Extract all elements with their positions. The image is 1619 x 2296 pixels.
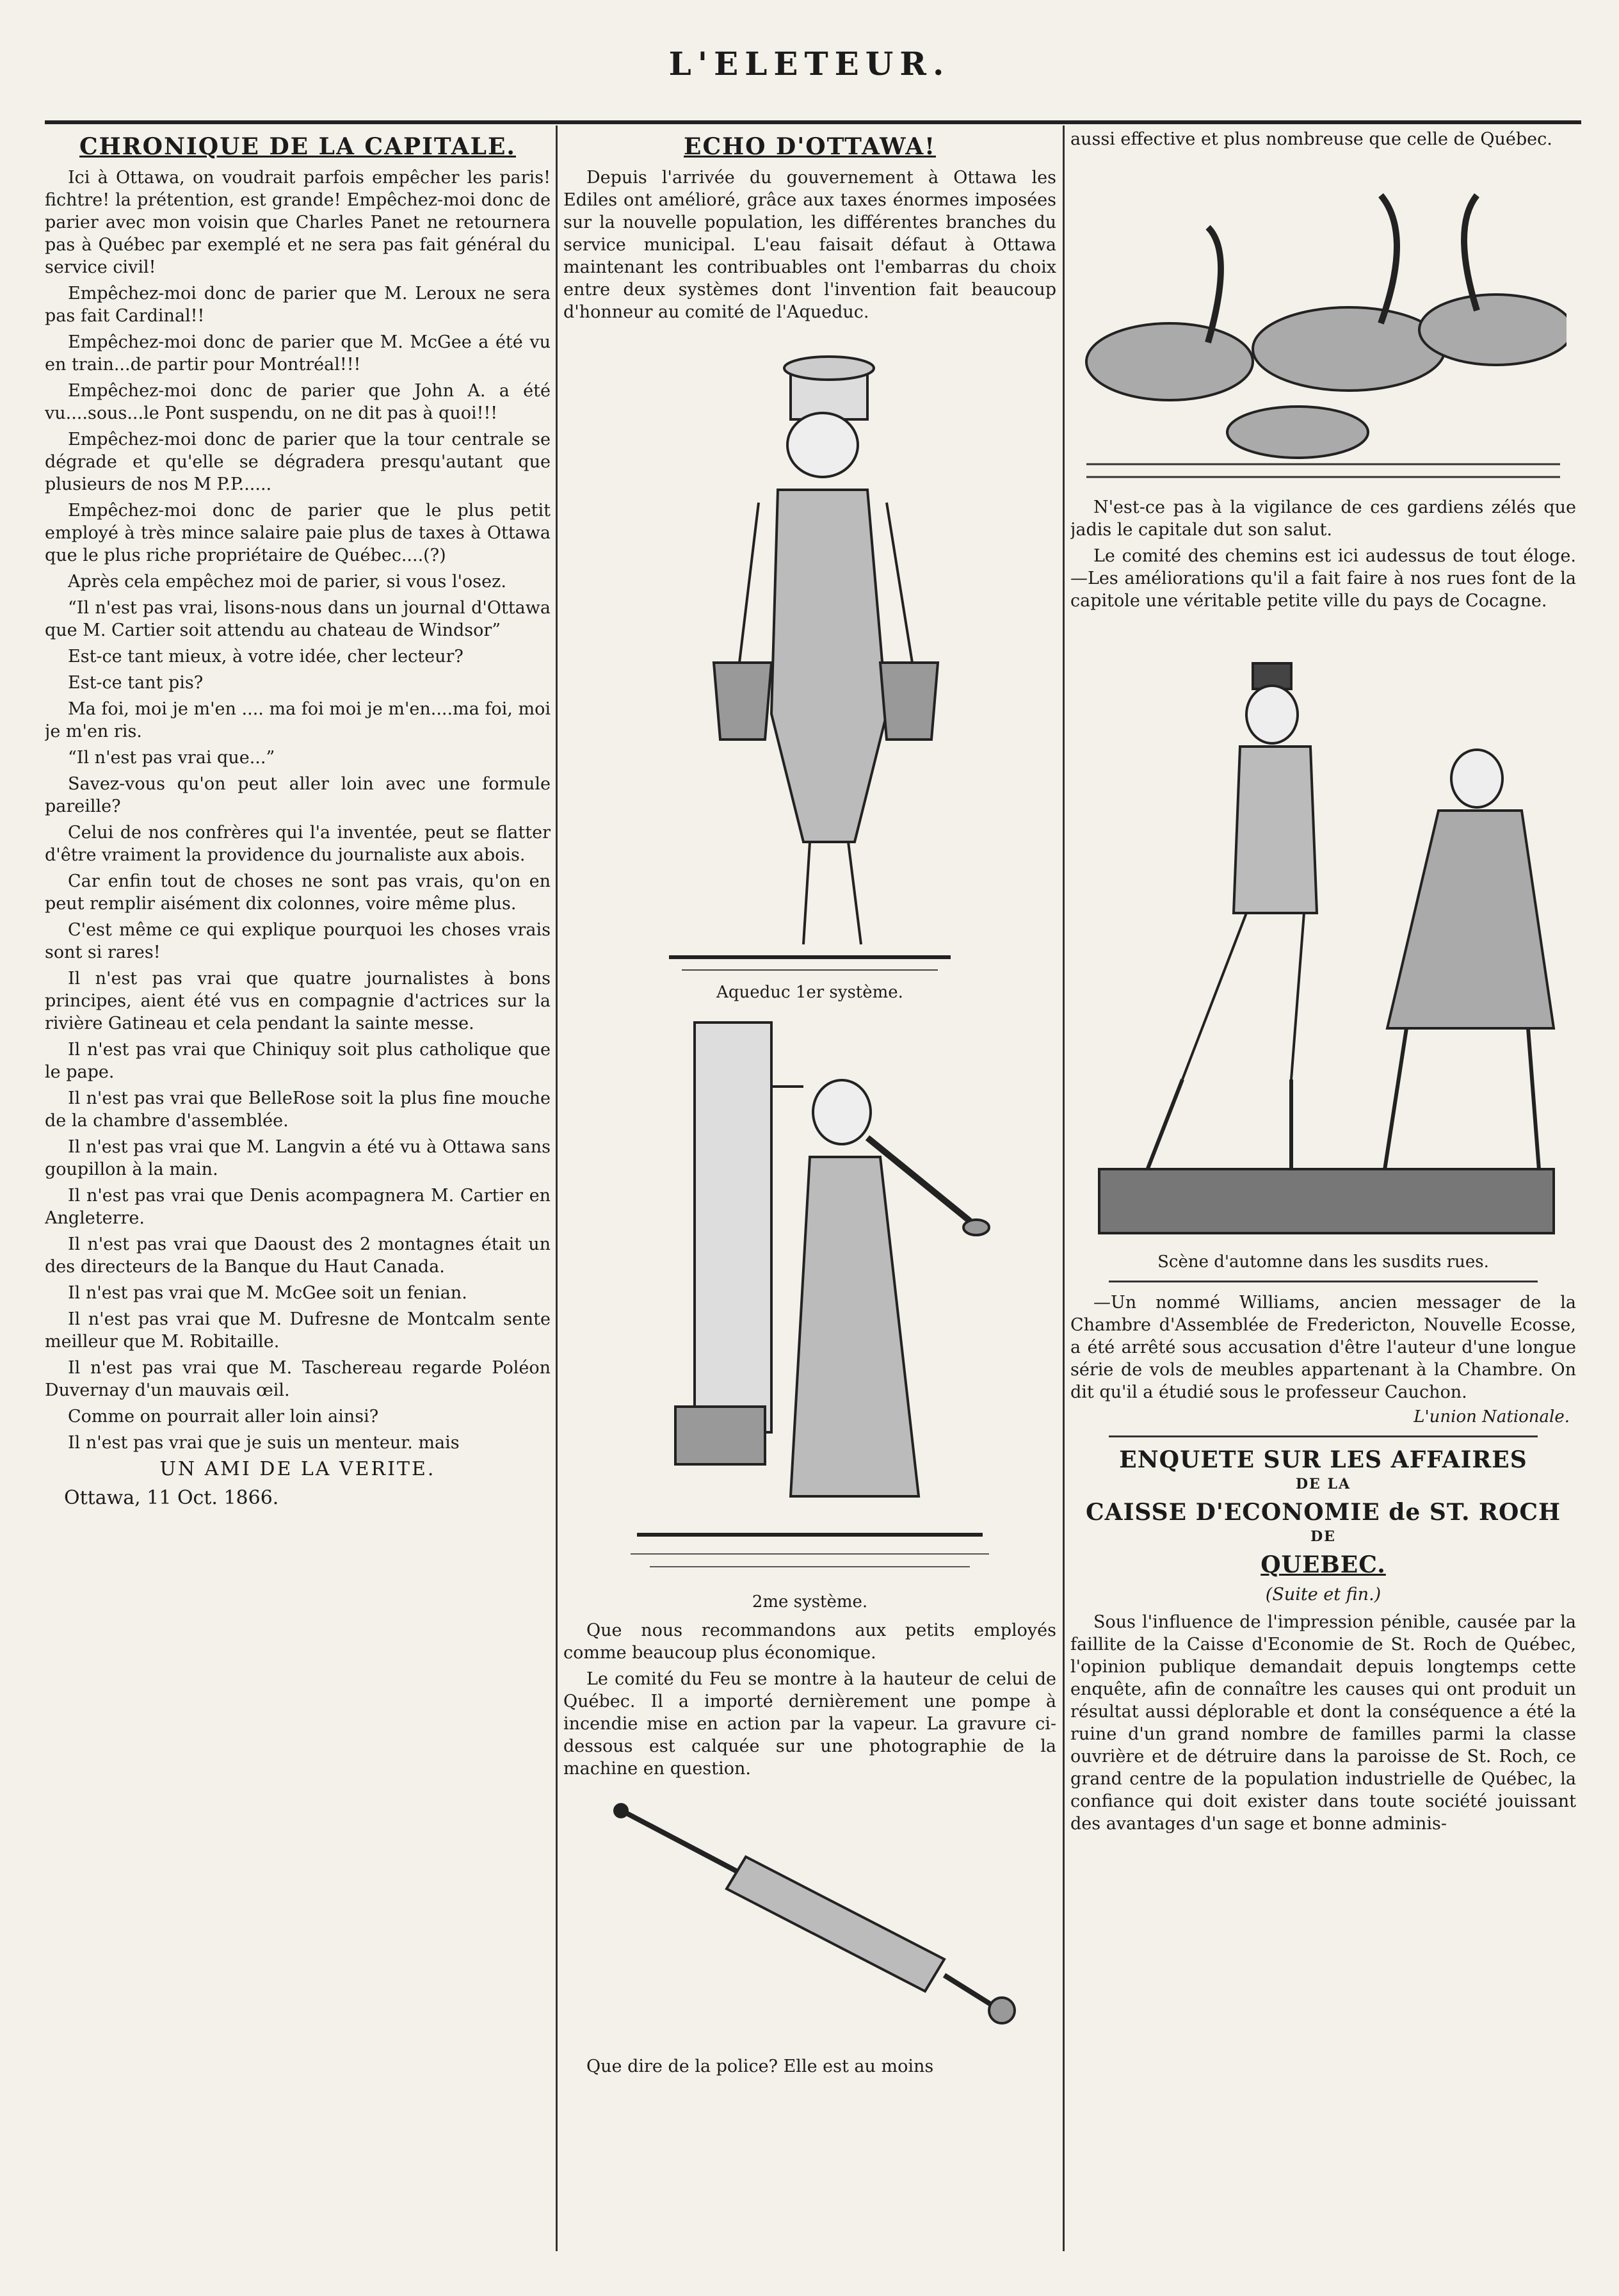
suite-note: (Suite et fin.) bbox=[1265, 1585, 1381, 1605]
right-para-enquete: Sous l'influence de l'impression pénible, causée par la faillite de la Caisse d'Economie de St. Roch de Québec, l'opinion publique demandait depuis longtemps cette enquête, afin de connaître les causes qui ont produit un résultat aussi déplorable et dont la conséquence a été la ruine d'un grand nombre de familles parmi la classe ouvrière et de détruire dans la paroisse de St. Roch, ce grand centre de la population industrielle de Québec, la confiance qui doit exister dans toute société jouissant des avantages d'un sage et bonne adminis- bbox=[1070, 1612, 1576, 1834]
chronique-paragraph: Empêchez-moi donc de parier que John A. a été vu....sous...le Pont suspendu, on ne dit pas à quoi!!! bbox=[45, 381, 551, 423]
caisse-heading-de: DE bbox=[1310, 1528, 1336, 1545]
chronique-paragraph: Il n'est pas vrai que BelleRose soit la plus fine mouche de la chambre d'assemblée. bbox=[45, 1088, 551, 1131]
right-para-williams: —Un nommé Williams, ancien messager de la Chambre d'Assemblée de Fredericton, Nouvelle Ecosse, a été arrêté sous accusation d'être l'auteur d'une longue série de vols de meubles appartenant à la Chambre. On dit qu'il a étudié sous le professeur Cauchon. bbox=[1070, 1293, 1576, 1402]
column-divider bbox=[1063, 125, 1065, 2251]
chronique-paragraph: Empêchez-moi donc de parier que M. McGee a été vu en train...de partir pour Montréal!!! bbox=[45, 332, 551, 375]
chronique-paragraph: Ma foi, moi je m'en .... ma foi moi je m'en....ma foi, moi je m'en ris. bbox=[45, 699, 551, 741]
chronique-paragraph: Celui de nos confrères qui l'a inventée, peut se flatter d'être vraiment la providence du journaliste aux abois. bbox=[45, 823, 551, 865]
column-right bbox=[1070, 128, 1576, 2277]
chronique-paragraph: Il n'est pas vrai que M. Dufresne de Montcalm sente meilleur que M. Robitaille. bbox=[45, 1309, 551, 1352]
masthead-title: L'ELETEUR. bbox=[668, 45, 951, 83]
caption-aqueduc-1: Aqueduc 1er système. bbox=[716, 983, 903, 1002]
chronique-paragraph: Car enfin tout de choses ne sont pas vrais, qu'on en peut remplir aisément dix colonnes, voire même plus. bbox=[45, 871, 551, 914]
masthead-rule bbox=[45, 120, 1581, 124]
chronique-body bbox=[45, 166, 551, 1454]
chronique-heading: CHRONIQUE DE LA CAPITALE. bbox=[79, 133, 516, 160]
chronique-dateline: Ottawa, 11 Oct. 1866. bbox=[64, 1487, 279, 1509]
caisse-heading: CAISSE D'ECONOMIE de ST. ROCH bbox=[1086, 1499, 1561, 1526]
echo-heading: ECHO D'OTTAWA! bbox=[684, 133, 936, 160]
chronique-paragraph: Il n'est pas vrai que je suis un menteur. mais bbox=[68, 1433, 460, 1453]
echo-para-feu: Le comité du Feu se montre à la hauteur de celui de Québec. Il a importé dernièrement une pompe à incendie mise en action par la vapeur. La gravure ci-dessous est calquée sur une photographie de la machine en question. bbox=[563, 1669, 1056, 1779]
masthead bbox=[0, 45, 1619, 90]
right-para-chemins: Le comité des chemins est ici audessus de tout éloge.—Les améliorations qu'il a fait faire à nos rues font de la capitole une véritable petite ville du pays de Cocagne. bbox=[1070, 546, 1576, 611]
chronique-paragraph: Il n'est pas vrai que M. McGee soit un fenian. bbox=[68, 1283, 467, 1303]
enquete-heading-de-la: DE LA bbox=[1295, 1476, 1351, 1492]
caption-scene-automne: Scène d'automne dans les susdits rues. bbox=[1157, 1252, 1489, 1272]
chronique-paragraph: Il n'est pas vrai que M. Taschereau regarde Poléon Duvernay d'un mauvais œil. bbox=[45, 1358, 551, 1400]
syringe-illustration bbox=[586, 1786, 1034, 2030]
chronique-paragraph: Comme on pourrait aller loin ainsi? bbox=[68, 1407, 379, 1427]
right-para-gardiens: N'est-ce pas à la vigilance de ces gardiens zélés que jadis le capitale dut son salut. bbox=[1070, 497, 1576, 540]
echo-para-employes: Que nous recommandons aux petits employés comme beaucoup plus économique. bbox=[563, 1621, 1056, 1663]
chronique-paragraph: “Il n'est pas vrai que...” bbox=[68, 748, 275, 768]
column-chronique bbox=[45, 128, 551, 2277]
chronique-paragraph: Il n'est pas vrai que Daoust des 2 montagnes était un des directeurs de la Banque du Haut Canada. bbox=[45, 1234, 551, 1277]
chronique-paragraph: Est-ce tant mieux, à votre idée, cher lecteur? bbox=[68, 647, 463, 667]
section-divider bbox=[1109, 1435, 1538, 1437]
right-top-text: aussi effective et plus nombreuse que celle de Québec. bbox=[1070, 129, 1552, 149]
echo-closing: Que dire de la police? Elle est au moins bbox=[586, 2057, 934, 2076]
chronique-paragraph: Ici à Ottawa, on voudrait parfois empêcher les paris! fichtre! la prétention, est grande! Empêchez-moi donc de parier avec mon voisin que Charles Panet ne retournera pas à Québec par exemplé et ne sera pas fait général du service civil! bbox=[45, 168, 551, 277]
geese-illustration bbox=[1080, 157, 1567, 490]
column-divider bbox=[556, 125, 558, 2251]
echo-intro: Depuis l'arrivée du gouvernement à Ottawa les Ediles ont amélioré, grâce aux taxes énormes imposées sur la nouvelle population, les différentes branches du service municipal. L'eau faisait défaut à Ottawa maintenant les contribuables ont l'embarras du choix entre deux systèmes dont l'invention fait beaucoup d'honneur au comité de l'Aqueduc. bbox=[563, 168, 1056, 322]
chronique-paragraph: Il n'est pas vrai que Chiniquy soit plus catholique que le pape. bbox=[45, 1040, 551, 1082]
pump-illustration bbox=[611, 1010, 1008, 1586]
water-carrier-illustration bbox=[643, 330, 976, 976]
chronique-paragraph: Est-ce tant pis? bbox=[68, 673, 204, 693]
chronique-signature: UN AMI DE LA VERITE. bbox=[159, 1458, 436, 1480]
chronique-paragraph: Il n'est pas vrai que quatre journalistes à bons principes, aient été vus en compagnie d'actrices sur la rivière Gatineau et cela pendant la sainte messe. bbox=[45, 969, 551, 1033]
chronique-paragraph: Après cela empêchez moi de parier, si vous l'osez. bbox=[68, 572, 506, 592]
chronique-paragraph: “Il n'est pas vrai, lisons-nous dans un journal d'Ottawa que M. Cartier soit attendu au chateau de Windsor” bbox=[45, 598, 551, 640]
chronique-paragraph: Empêchez-moi donc de parier que la tour centrale se dégrade et qu'elle se dégradera presqu'autant que plusieurs de nos M P.P...... bbox=[45, 430, 551, 494]
caption-aqueduc-2: 2me système. bbox=[752, 1592, 868, 1612]
column-echo bbox=[563, 128, 1056, 2277]
chronique-paragraph: Empêchez-moi donc de parier que M. Leroux ne sera pas fait Cardinal!! bbox=[45, 284, 551, 326]
chronique-paragraph: Il n'est pas vrai que Denis acompagnera M. Cartier en Angleterre. bbox=[45, 1186, 551, 1228]
chronique-paragraph: Il n'est pas vrai que M. Langvin a été vu à Ottawa sans goupillon à la main. bbox=[45, 1137, 551, 1179]
stilts-illustration bbox=[1080, 618, 1567, 1246]
quebec-heading: QUEBEC. bbox=[1261, 1551, 1386, 1578]
source-credit: L'union Nationale. bbox=[1414, 1407, 1570, 1427]
section-divider bbox=[1109, 1281, 1538, 1282]
enquete-heading: ENQUETE SUR LES AFFAIRES bbox=[1119, 1446, 1527, 1473]
chronique-paragraph: C'est même ce qui explique pourquoi les choses vrais sont si rares! bbox=[45, 920, 551, 962]
chronique-paragraph: Savez-vous qu'on peut aller loin avec une formule pareille? bbox=[45, 774, 551, 816]
chronique-paragraph: Empêchez-moi donc de parier que le plus petit employé à très mince salaire paie plus de taxes à Ottawa que le plus riche propriétaire de Québec....(?) bbox=[45, 501, 551, 565]
